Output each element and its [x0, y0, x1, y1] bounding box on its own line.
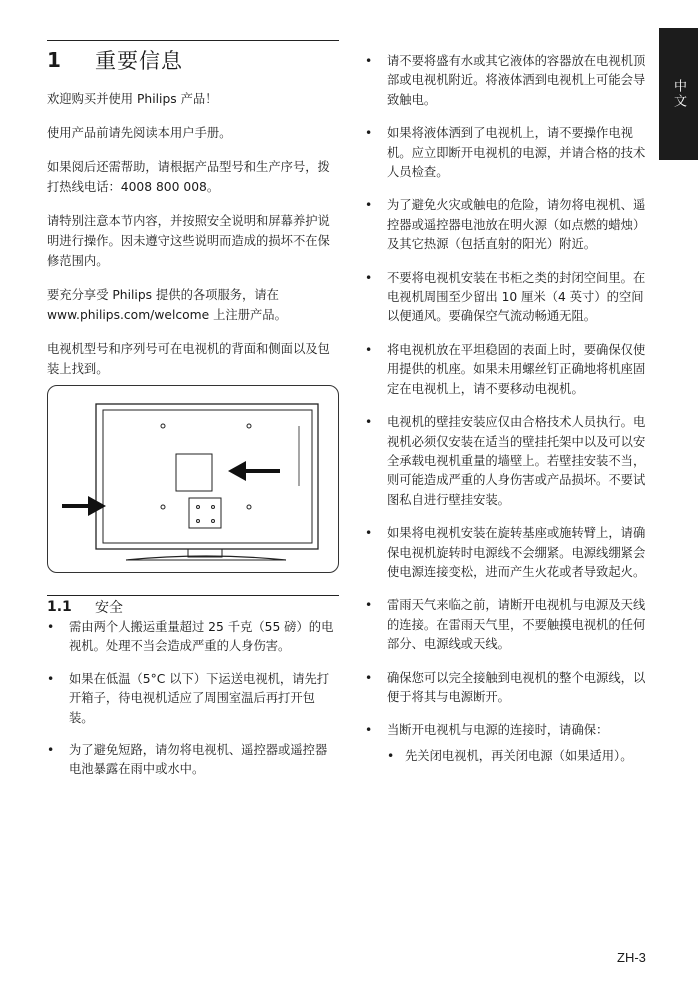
- list-item: [365, 196, 647, 254]
- sub-list-item: [387, 747, 647, 766]
- list-item: [365, 721, 647, 740]
- bullet-glyph: •: [365, 342, 373, 357]
- list-item: [47, 741, 339, 780]
- intro-paragraph: 电视机型号和序列号可在电视机的背面和侧面以及包装上找到。: [47, 342, 330, 376]
- list-item: [365, 52, 647, 110]
- intro-paragraph: 如果阅后还需帮助，请根据产品型号和生产序号，拨打热线电话：4008 800 008。: [47, 160, 330, 194]
- bullet-glyph: •: [365, 598, 373, 613]
- bullet-glyph: •: [365, 526, 373, 541]
- list-item: [365, 669, 647, 708]
- sub-list: [365, 747, 647, 766]
- list-item-text: 需由两个人搬运重量超过 25 千克（55 磅）的电视机。处理不当会造成严重的人身伤害。: [69, 620, 334, 654]
- bullet-glyph: •: [387, 748, 395, 763]
- list-item-text: 当断开电视机与电源的连接时，请确保：: [387, 723, 609, 738]
- tv-rear-diagram: [48, 386, 338, 572]
- bullet-glyph: •: [365, 415, 373, 430]
- section-title: 重要信息: [95, 49, 183, 73]
- bullet-glyph: •: [365, 126, 373, 141]
- bullet-glyph: •: [47, 620, 55, 634]
- safety-list-left: [47, 618, 339, 780]
- list-item: [365, 124, 647, 182]
- list-item-text: 如果将电视机安装在旋转基座或施转臂上，请确保电视机旋转时电源线不会绷紧。电源线绷紧会使电源连接变松，进而产生火花或者导致起火。: [387, 526, 646, 579]
- intro-paragraph: 使用产品前请先阅读本用户手册。: [47, 126, 232, 140]
- list-item: [47, 670, 339, 728]
- list-item-text: 如果在低温（5°C 以下）下运送电视机，请先打开箱子，待电视机适应了周围室温后再打开包装。: [69, 671, 330, 725]
- bullet-glyph: •: [47, 743, 55, 758]
- list-item: [365, 524, 647, 582]
- list-item-text: 将电视机放在平坦稳固的表面上时，要确保仅使用提供的机座。如果未用螺丝钉正确地将机座固定在电视机上，请不要移动电视机。: [387, 342, 646, 396]
- bullet-glyph: •: [47, 671, 55, 686]
- language-tab: [659, 28, 698, 160]
- bullet-glyph: •: [365, 198, 373, 213]
- list-item-text: 电视机的壁挂安装应仅由合格技术人员执行。电视机必须仅安装在适当的壁挂托架中以及可以安全承载电视机重量的墙壁上。若壁挂安装不当，则可能造成严重的人身伤害或产品损坏。不要试图私自进行壁挂安装。: [387, 415, 646, 507]
- list-item: [365, 269, 647, 327]
- right-column: [365, 52, 647, 766]
- list-item-text: 为了避免火灾或触电的危险，请勿将电视机、遥控器或遥控器电池放在明火源（如点燃的蜡烛）及其它热源（包括直射的阳光）附近。: [387, 198, 646, 252]
- subsection-number: 1.1: [47, 599, 72, 615]
- list-item-text: 如果将液体洒到了电视机上，请不要操作电视机。应立即断开电视机的电源，并请合格的技术人员检查。: [387, 126, 646, 180]
- subsection-heading: [47, 596, 339, 618]
- list-item: [365, 341, 647, 399]
- list-item-text: 雷雨天气来临之前，请断开电视机与电源及天线的连接。在雷雨天气里，不要触摸电视机的任何部分、电源线或天线。: [387, 598, 646, 652]
- intro-paragraph: 请特别注意本节内容，并按照安全说明和屏幕养护说明进行操作。因未遵守这些说明而造成的损坏不在保修范围内。: [47, 214, 330, 268]
- intro-paragraph: 欢迎购买并使用 Philips 产品！: [47, 92, 218, 106]
- subsection-title: 安全: [95, 600, 123, 616]
- list-item: [47, 618, 339, 657]
- page-number: ZH-3: [617, 950, 646, 965]
- list-item: [365, 596, 647, 654]
- list-item-text: 不要将电视机安装在书柜之类的封闭空间里。在电视机周围至少留出 10 厘米（4 英寸）的空间以便通风。要确保空气流动畅通无阻。: [387, 270, 646, 324]
- bullet-glyph: •: [365, 670, 373, 685]
- safety-list-right: [365, 52, 647, 741]
- list-item-text: 为了避免短路，请勿将电视机、遥控器或遥控器电池暴露在雨中或水中。: [69, 743, 328, 777]
- list-item-text: 确保您可以完全接触到电视机的整个电源线，以便于将其与电源断开。: [387, 670, 646, 704]
- bullet-glyph: •: [365, 723, 373, 738]
- tv-back-illustration: [47, 385, 339, 573]
- list-item: [365, 413, 647, 510]
- intro-paragraph: 要充分享受 Philips 提供的各项服务，请在 www.philips.com/welcome 上注册产品。: [47, 288, 287, 322]
- bullet-glyph: •: [365, 54, 373, 68]
- sub-list-item-text: 先关闭电视机，再关闭电源（如果适用）。: [405, 748, 633, 763]
- language-tab-label: 中文: [671, 79, 686, 109]
- section-number: 1: [47, 48, 61, 72]
- list-item-text: 请不要将盛有水或其它液体的容器放在电视机顶部或电视机附近。将液体洒到电视机上可能会导致触电。: [387, 54, 646, 107]
- left-column: [47, 40, 339, 793]
- bullet-glyph: •: [365, 270, 373, 285]
- section-heading: [47, 41, 339, 79]
